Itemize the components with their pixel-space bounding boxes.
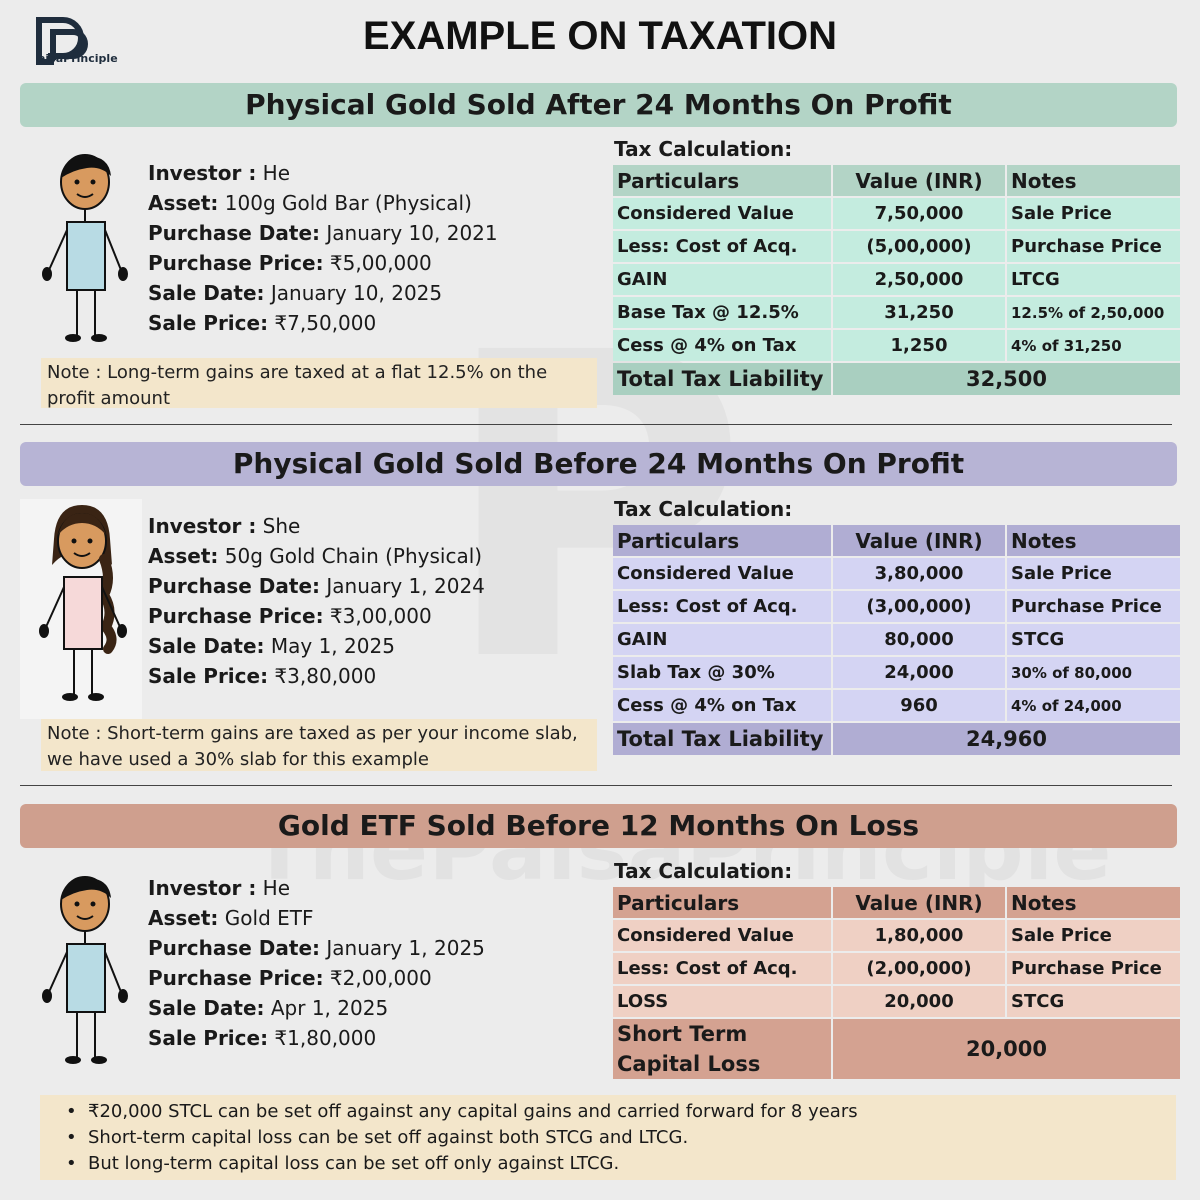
detail-purchase-date: Purchase Date: January 10, 2021 [148,221,498,245]
section-divider [20,424,1172,425]
header-value: Value (INR) [833,165,1005,196]
cell-note: 12.5% of 2,50,000 [1007,297,1180,328]
cell-particular: Considered Value [613,198,831,229]
detail-investor: Investor : He [148,161,291,185]
cell-value: 80,000 [833,624,1005,655]
list-item: • ₹20,000 STCL can be set off against any capital gains and carried forward for 8 years [88,1099,1176,1125]
summary-notes [40,1095,1176,1180]
cell-note: Purchase Price [1007,231,1180,262]
cell-particular: GAIN [613,264,831,295]
cell-note: LTCG [1007,264,1180,295]
detail-sale-date: Sale Date: May 1, 2025 [148,634,395,658]
cell-value: 1,250 [833,330,1005,361]
cell-value: 2,50,000 [833,264,1005,295]
header-value: Value (INR) [833,525,1005,556]
header-value: Value (INR) [833,887,1005,918]
total-label: Short Term Capital Loss [613,1019,831,1079]
table-row [613,657,1180,688]
table-total-row [613,1019,1180,1079]
table-row [613,690,1180,721]
detail-sale-price: Sale Price: ₹1,80,000 [148,1026,377,1050]
table-row [613,986,1180,1017]
section-2-note: Note : Short-term gains are taxed as per your income slab, we have used a 30% slab for this example [41,719,597,771]
cell-value: 7,50,000 [833,198,1005,229]
detail-asset: Asset: 50g Gold Chain (Physical) [148,544,483,568]
cell-note: STCG [1007,986,1180,1017]
table-header-row [613,525,1180,556]
table-row [613,591,1180,622]
cell-note: Sale Price [1007,558,1180,589]
cell-value: (5,00,000) [833,231,1005,262]
cell-particular: LOSS [613,986,831,1017]
table-row [613,624,1180,655]
cell-particular: GAIN [613,624,831,655]
table-row [613,264,1180,295]
cell-value: 960 [833,690,1005,721]
detail-asset: Asset: 100g Gold Bar (Physical) [148,191,472,215]
table-header-row [613,165,1180,196]
cell-note: Sale Price [1007,198,1180,229]
header-notes: Notes [1007,165,1180,196]
investor-he-illustration [35,150,135,350]
table-row [613,558,1180,589]
cell-value: 1,80,000 [833,920,1005,951]
cell-note: 4% of 24,000 [1007,690,1180,721]
section-1-tax-table [611,163,1182,397]
detail-purchase-price: Purchase Price: ₹5,00,000 [148,251,432,275]
detail-asset: Asset: Gold ETF [148,906,314,930]
cell-particular: Less: Cost of Acq. [613,591,831,622]
table-row [613,330,1180,361]
list-item: • Short-term capital loss can be set off against both STCG and LTCG. [88,1125,1176,1151]
cell-note: Purchase Price [1007,953,1180,984]
cell-note: STCG [1007,624,1180,655]
table-total-row [613,723,1180,755]
detail-investor: Investor : She [148,514,301,538]
detail-purchase-date: Purchase Date: January 1, 2024 [148,574,485,598]
total-label: Total Tax Liability [613,723,831,755]
total-label: Total Tax Liability [613,363,831,395]
section-3-details [148,873,485,1053]
cell-note: 4% of 31,250 [1007,330,1180,361]
cell-note: Purchase Price [1007,591,1180,622]
detail-sale-date: Sale Date: January 10, 2025 [148,281,443,305]
detail-purchase-date: Purchase Date: January 1, 2025 [148,936,485,960]
cell-value: (2,00,000) [833,953,1005,984]
total-value: 32,500 [833,363,1180,395]
cell-note: 30% of 80,000 [1007,657,1180,688]
header-particulars: Particulars [613,887,831,918]
investor-he-illustration [35,872,135,1072]
section-1-details [148,158,498,338]
cell-particular: Considered Value [613,920,831,951]
logo-text: aisaPrinciple [38,52,118,65]
section-1-note: Note : Long-term gains are taxed at a flat 12.5% on the profit amount [41,358,597,408]
header-notes: Notes [1007,525,1180,556]
header-particulars: Particulars [613,165,831,196]
header-notes: Notes [1007,887,1180,918]
section-2-details [148,511,485,691]
cell-particular: Cess @ 4% on Tax [613,690,831,721]
investor-she-illustration [20,499,142,719]
cell-particular: Less: Cost of Acq. [613,953,831,984]
table-header-row [613,887,1180,918]
cell-particular: Cess @ 4% on Tax [613,330,831,361]
page-title: EXAMPLE ON TAXATION [362,14,838,58]
detail-investor: Investor : He [148,876,291,900]
cell-particular: Considered Value [613,558,831,589]
cell-value: 24,000 [833,657,1005,688]
cell-particular: Slab Tax @ 30% [613,657,831,688]
detail-sale-price: Sale Price: ₹7,50,000 [148,311,377,335]
detail-sale-price: Sale Price: ₹3,80,000 [148,664,377,688]
cell-value: 3,80,000 [833,558,1005,589]
table-row [613,198,1180,229]
table-total-row [613,363,1180,395]
cell-value: 20,000 [833,986,1005,1017]
section-1-tax-heading: Tax Calculation: [614,137,793,161]
table-row [613,953,1180,984]
section-divider [20,785,1172,786]
section-2-banner: Physical Gold Sold Before 24 Months On Profit [20,442,1177,486]
cell-value: 31,250 [833,297,1005,328]
detail-sale-date: Sale Date: Apr 1, 2025 [148,996,389,1020]
cell-note: Sale Price [1007,920,1180,951]
detail-purchase-price: Purchase Price: ₹3,00,000 [148,604,432,628]
detail-purchase-price: Purchase Price: ₹2,00,000 [148,966,432,990]
table-row [613,231,1180,262]
cell-value: (3,00,000) [833,591,1005,622]
section-3-tax-heading: Tax Calculation: [614,859,793,883]
total-value: 24,960 [833,723,1180,755]
section-1-banner: Physical Gold Sold After 24 Months On Profit [20,83,1177,127]
table-row [613,920,1180,951]
section-3-tax-table [611,885,1182,1081]
cell-particular: Base Tax @ 12.5% [613,297,831,328]
section-2-tax-table [611,523,1182,757]
header-particulars: Particulars [613,525,831,556]
section-3-banner: Gold ETF Sold Before 12 Months On Loss [20,804,1177,848]
total-value: 20,000 [833,1019,1180,1079]
section-2-tax-heading: Tax Calculation: [614,497,793,521]
cell-particular: Less: Cost of Acq. [613,231,831,262]
table-row [613,297,1180,328]
list-item: • But long-term capital loss can be set off only against LTCG. [88,1151,1176,1177]
